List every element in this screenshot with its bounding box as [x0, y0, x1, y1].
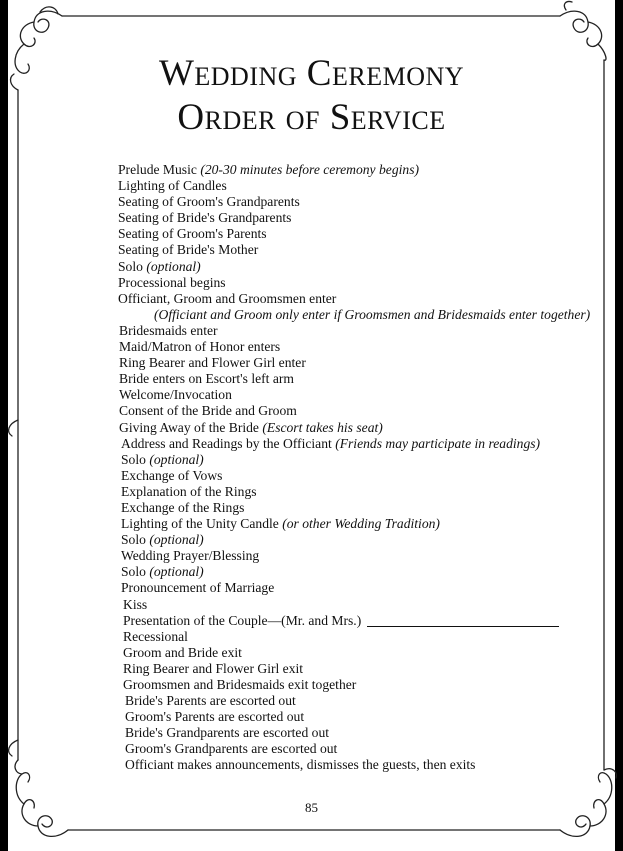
- item-text: Groom's Grandparents are escorted out: [125, 741, 338, 757]
- list-item: [118, 323, 590, 339]
- item-text: Recessional: [123, 628, 188, 644]
- item-note: (Friends may participate in readings): [335, 435, 541, 451]
- list-item: [118, 452, 590, 468]
- list-item: [118, 387, 590, 403]
- item-text: Explanation of the Rings: [121, 483, 257, 499]
- item-text: Lighting of Candles: [118, 178, 227, 194]
- item-text: Consent of the Bride and Groom: [119, 403, 297, 419]
- item-note: (Escort takes his seat): [262, 419, 383, 435]
- list-item: [118, 178, 590, 194]
- item-text: Bride's Grandparents are escorted out: [125, 725, 330, 741]
- list-item: [118, 741, 590, 757]
- item-text: Bride enters on Escort's left arm: [119, 371, 294, 387]
- item-text: Lighting of the Unity Candle: [121, 516, 283, 532]
- list-item: [118, 580, 590, 596]
- item-text: Presentation of the Couple—(Mr. and Mrs.): [123, 612, 362, 628]
- list-item: [118, 532, 590, 548]
- list-item: [118, 516, 590, 532]
- list-item: [118, 371, 590, 387]
- list-item: [118, 275, 590, 291]
- item-text: Address and Readings by the Officiant: [121, 435, 336, 451]
- item-text: Groom's Parents are escorted out: [125, 709, 305, 725]
- item-note: (optional): [146, 258, 201, 274]
- list-item: [118, 291, 590, 307]
- list-item: [118, 597, 590, 613]
- page-title: [0, 52, 623, 140]
- item-text: Groom and Bride exit: [123, 644, 242, 660]
- list-item: [118, 613, 590, 629]
- item-text: Officiant, Groom and Groomsmen enter: [118, 290, 337, 306]
- item-text: Exchange of Vows: [121, 467, 223, 483]
- list-item: [118, 259, 590, 275]
- list-item: [118, 693, 590, 709]
- list-item: [118, 226, 590, 242]
- item-text: Exchange of the Rings: [121, 499, 245, 515]
- list-item: [118, 645, 590, 661]
- item-text: Processional begins: [118, 274, 226, 290]
- list-item: [118, 548, 590, 564]
- list-item: [118, 403, 590, 419]
- item-text: Prelude Music: [118, 162, 201, 177]
- item-text: Solo: [118, 258, 147, 274]
- item-text: Ring Bearer and Flower Girl enter: [119, 355, 306, 371]
- list-item: [118, 709, 590, 725]
- list-item: [118, 210, 590, 226]
- list-item: [118, 194, 590, 210]
- list-item: [118, 468, 590, 484]
- list-item: [118, 339, 590, 355]
- item-text: Welcome/Invocation: [119, 387, 232, 403]
- list-item: [118, 307, 590, 323]
- item-text: Groomsmen and Bridesmaids exit together: [123, 677, 357, 692]
- list-item: [118, 629, 590, 645]
- list-item: [118, 661, 590, 677]
- title-line-2: Order of Service: [177, 97, 446, 138]
- list-item: [118, 564, 590, 580]
- item-note: (optional): [149, 564, 204, 580]
- item-text: Pronouncement of Marriage: [121, 580, 275, 596]
- list-item: [118, 757, 590, 773]
- item-text: Solo: [121, 564, 150, 580]
- list-item: [118, 484, 590, 500]
- list-item: [118, 355, 590, 371]
- list-item: [118, 500, 590, 516]
- list-item: [118, 725, 590, 741]
- item-text: Ring Bearer and Flower Girl exit: [123, 660, 304, 676]
- list-item: [118, 420, 590, 436]
- item-text: Solo: [121, 532, 150, 548]
- item-note: (20-30 minutes before ceremony begins): [200, 162, 420, 177]
- ceremony-order-list: [118, 162, 590, 774]
- item-text: Giving Away of the Bride: [119, 419, 263, 435]
- item-text: Officiant makes announcements, dismisses the guests, then exits: [125, 757, 476, 773]
- item-text: Seating of Bride's Grandparents: [118, 210, 292, 226]
- item-text: Bridesmaids enter: [119, 322, 218, 338]
- item-text: Bride's Parents are escorted out: [125, 693, 296, 709]
- list-item: [118, 677, 590, 693]
- item-note: (optional): [149, 451, 204, 467]
- item-text: Kiss: [123, 596, 148, 612]
- list-item: [118, 436, 590, 452]
- item-text: Solo: [121, 451, 150, 467]
- item-text: Seating of Groom's Parents: [118, 226, 267, 242]
- item-text: Wedding Prayer/Blessing: [121, 548, 260, 564]
- item-text: Maid/Matron of Honor enters: [119, 339, 281, 355]
- page-number: 85: [305, 800, 318, 815]
- list-item: [118, 162, 590, 178]
- list-item: [118, 242, 590, 258]
- item-note: (optional): [149, 532, 204, 548]
- item-note: (Officiant and Groom only enter if Groomsmen and Bridesmaids enter together): [154, 306, 591, 322]
- item-note: (or other Wedding Tradition): [282, 516, 440, 532]
- item-text: Seating of Groom's Grandparents: [118, 194, 300, 210]
- title-line-1: Wedding Ceremony: [158, 53, 465, 94]
- fill-in-blank-line: [367, 625, 559, 627]
- item-text: Seating of Bride's Mother: [118, 242, 259, 258]
